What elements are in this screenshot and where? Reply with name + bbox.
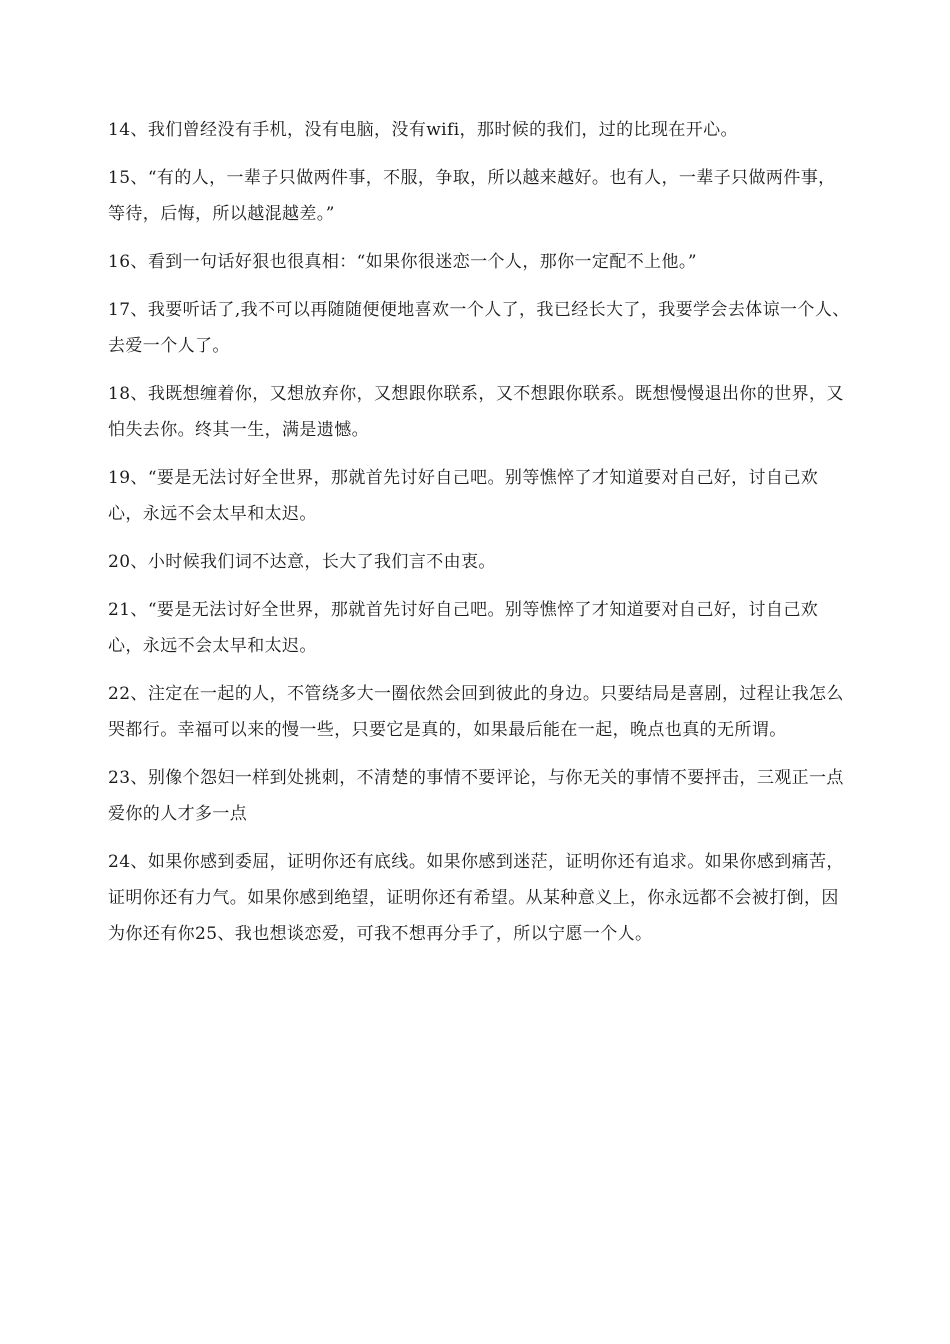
paragraph-14: 14、我们曾经没有手机，没有电脑，没有wifi，那时候的我们，过的比现在开心。 [108, 120, 738, 140]
paragraph-20: 20、小时候我们词不达意，长大了我们言不由衷。 [108, 552, 496, 572]
paragraph-24: 24、如果你感到委屈，证明你还有底线。如果你感到迷茫，证明你还有追求。如果你感到痛苦，证明你还有力气。如果你感到绝望，证明你还有希望。从某种意义上，你永远都不会被打倒，因为你还有你25、我也想谈恋爱，可我不想再分手了，所以宁愿一个人。 [108, 852, 844, 944]
paragraph-18: 18、我既想缠着你，又想放弃你，又想跟你联系，又不想跟你联系。既想慢慢退出你的世界，又怕失去你。终其一生，满是遗憾。 [108, 384, 844, 440]
paragraph-15: 15、“有的人，一辈子只做两件事，不服，争取，所以越来越好。也有人，一辈子只做两件事，等待，后悔，所以越混越差。” [108, 168, 836, 224]
paragraph-22: 22、注定在一起的人，不管绕多大一圈依然会回到彼此的身边。只要结局是喜剧，过程让我怎么哭都行。幸福可以来的慢一些，只要它是真的，如果最后能在一起，晚点也真的无所谓。 [108, 684, 844, 740]
paragraph-19: 19、“要是无法讨好全世界，那就首先讨好自己吧。别等憔悴了才知道要对自己好，讨自己欢心，永远不会太早和太迟。 [108, 468, 819, 524]
document-body [108, 112, 850, 964]
paragraph-16: 16、看到一句话好狠也很真相：“如果你很迷恋一个人，那你一定配不上他。” [108, 252, 697, 272]
paragraph-17: 17、我要听话了,我不可以再随随便便地喜欢一个人了，我已经长大了，我要学会去体谅一个人、去爱一个人了。 [108, 300, 850, 356]
paragraph-23: 23、别像个怨妇一样到处挑刺，不清楚的事情不要评论，与你无关的事情不要抨击，三观正一点爱你的人才多一点 [108, 768, 844, 824]
paragraph-21: 21、“要是无法讨好全世界，那就首先讨好自己吧。别等憔悴了才知道要对自己好，讨自己欢心，永远不会太早和太迟。 [108, 600, 819, 656]
